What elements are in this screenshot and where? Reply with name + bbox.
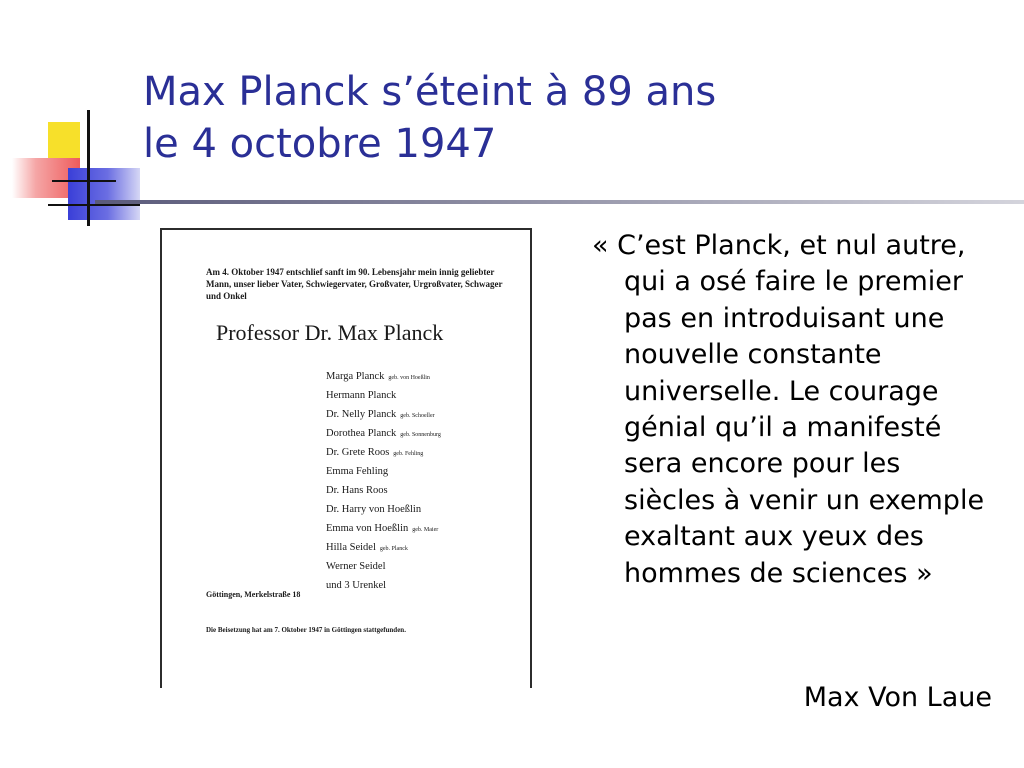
mourner-note: geb. Schoeller: [400, 413, 435, 419]
ornament-blue-square: [68, 168, 140, 220]
notice-name: Professor Dr. Max Planck: [216, 320, 444, 345]
slide-title: [143, 66, 716, 170]
death-notice-image: [160, 228, 532, 688]
notice-footer: Die Beisetzung hat am 7. Oktober 1947 in Göttingen stattgefunden.: [206, 626, 406, 634]
mourner-item: [326, 501, 526, 520]
mourner-name: Hilla Seidel: [326, 542, 376, 553]
mourner-note: geb. Fehling: [393, 451, 424, 457]
mourner-name: Werner Seidel: [326, 561, 386, 572]
title-line-1: Max Planck s’éteint à 89 ans: [143, 69, 717, 115]
mourner-item: [326, 368, 526, 387]
mourner-item: [326, 387, 526, 406]
mourner-item: [326, 444, 526, 463]
ornament-horizontal-line: [48, 204, 140, 206]
mourner-name: Emma Fehling: [326, 466, 389, 477]
mourner-note: geb. Maier: [412, 527, 439, 533]
ornament-vertical-line: [87, 110, 90, 226]
mourner-name: Emma von Hoeßlin: [326, 523, 409, 534]
mourner-name: Dr. Hans Roos: [326, 485, 388, 496]
mourner-item: [326, 482, 526, 501]
mourner-note: geb. Planck: [379, 546, 408, 552]
notice-intro: Am 4. Oktober 1947 entschlief sanft im 90. Lebensjahr mein innig geliebter Mann, unser lieber Vater, Schwiegervater, Großvater, Urgroßvater, Schwager und Onkel: [206, 267, 503, 301]
corner-ornament: [0, 0, 150, 240]
mourner-name: Dorothea Planck: [326, 428, 397, 439]
mourner-note: geb. Sonnenburg: [400, 432, 441, 438]
mourner-name: Hermann Planck: [326, 390, 397, 401]
title-divider: [95, 200, 1024, 204]
notice-mourners-list: [326, 368, 526, 596]
title-line-2: le 4 octobre 1947: [143, 121, 497, 167]
mourner-item: [326, 425, 526, 444]
mourner-item: [326, 558, 526, 577]
mourner-item: [326, 577, 526, 596]
quote-author: Max Von Laue: [803, 682, 992, 713]
mourner-item: [326, 539, 526, 558]
mourner-name: Marga Planck: [326, 371, 385, 382]
mourner-item: [326, 520, 526, 539]
mourner-name: und 3 Urenkel: [326, 580, 387, 591]
mourner-item: [326, 406, 526, 425]
notice-place: Göttingen, Merkelstraße 18: [206, 590, 301, 599]
ornament-horizontal-line: [52, 180, 116, 182]
mourner-name: Dr. Nelly Planck: [326, 409, 397, 420]
mourner-item: [326, 463, 526, 482]
mourner-name: Dr. Harry von Hoeßlin: [326, 504, 422, 515]
mourner-name: Dr. Grete Roos: [326, 447, 390, 458]
mourner-note: geb. von Hoeßlin: [388, 375, 430, 381]
quote-text: « C’est Planck, et nul autre, qui a osé faire le premier pas en introduisant une nouvelle constante universelle. Le courage génial qu’il a manifesté sera encore pour les siècles à venir un exemple exaltant aux yeux des hommes de sciences »: [592, 230, 985, 589]
